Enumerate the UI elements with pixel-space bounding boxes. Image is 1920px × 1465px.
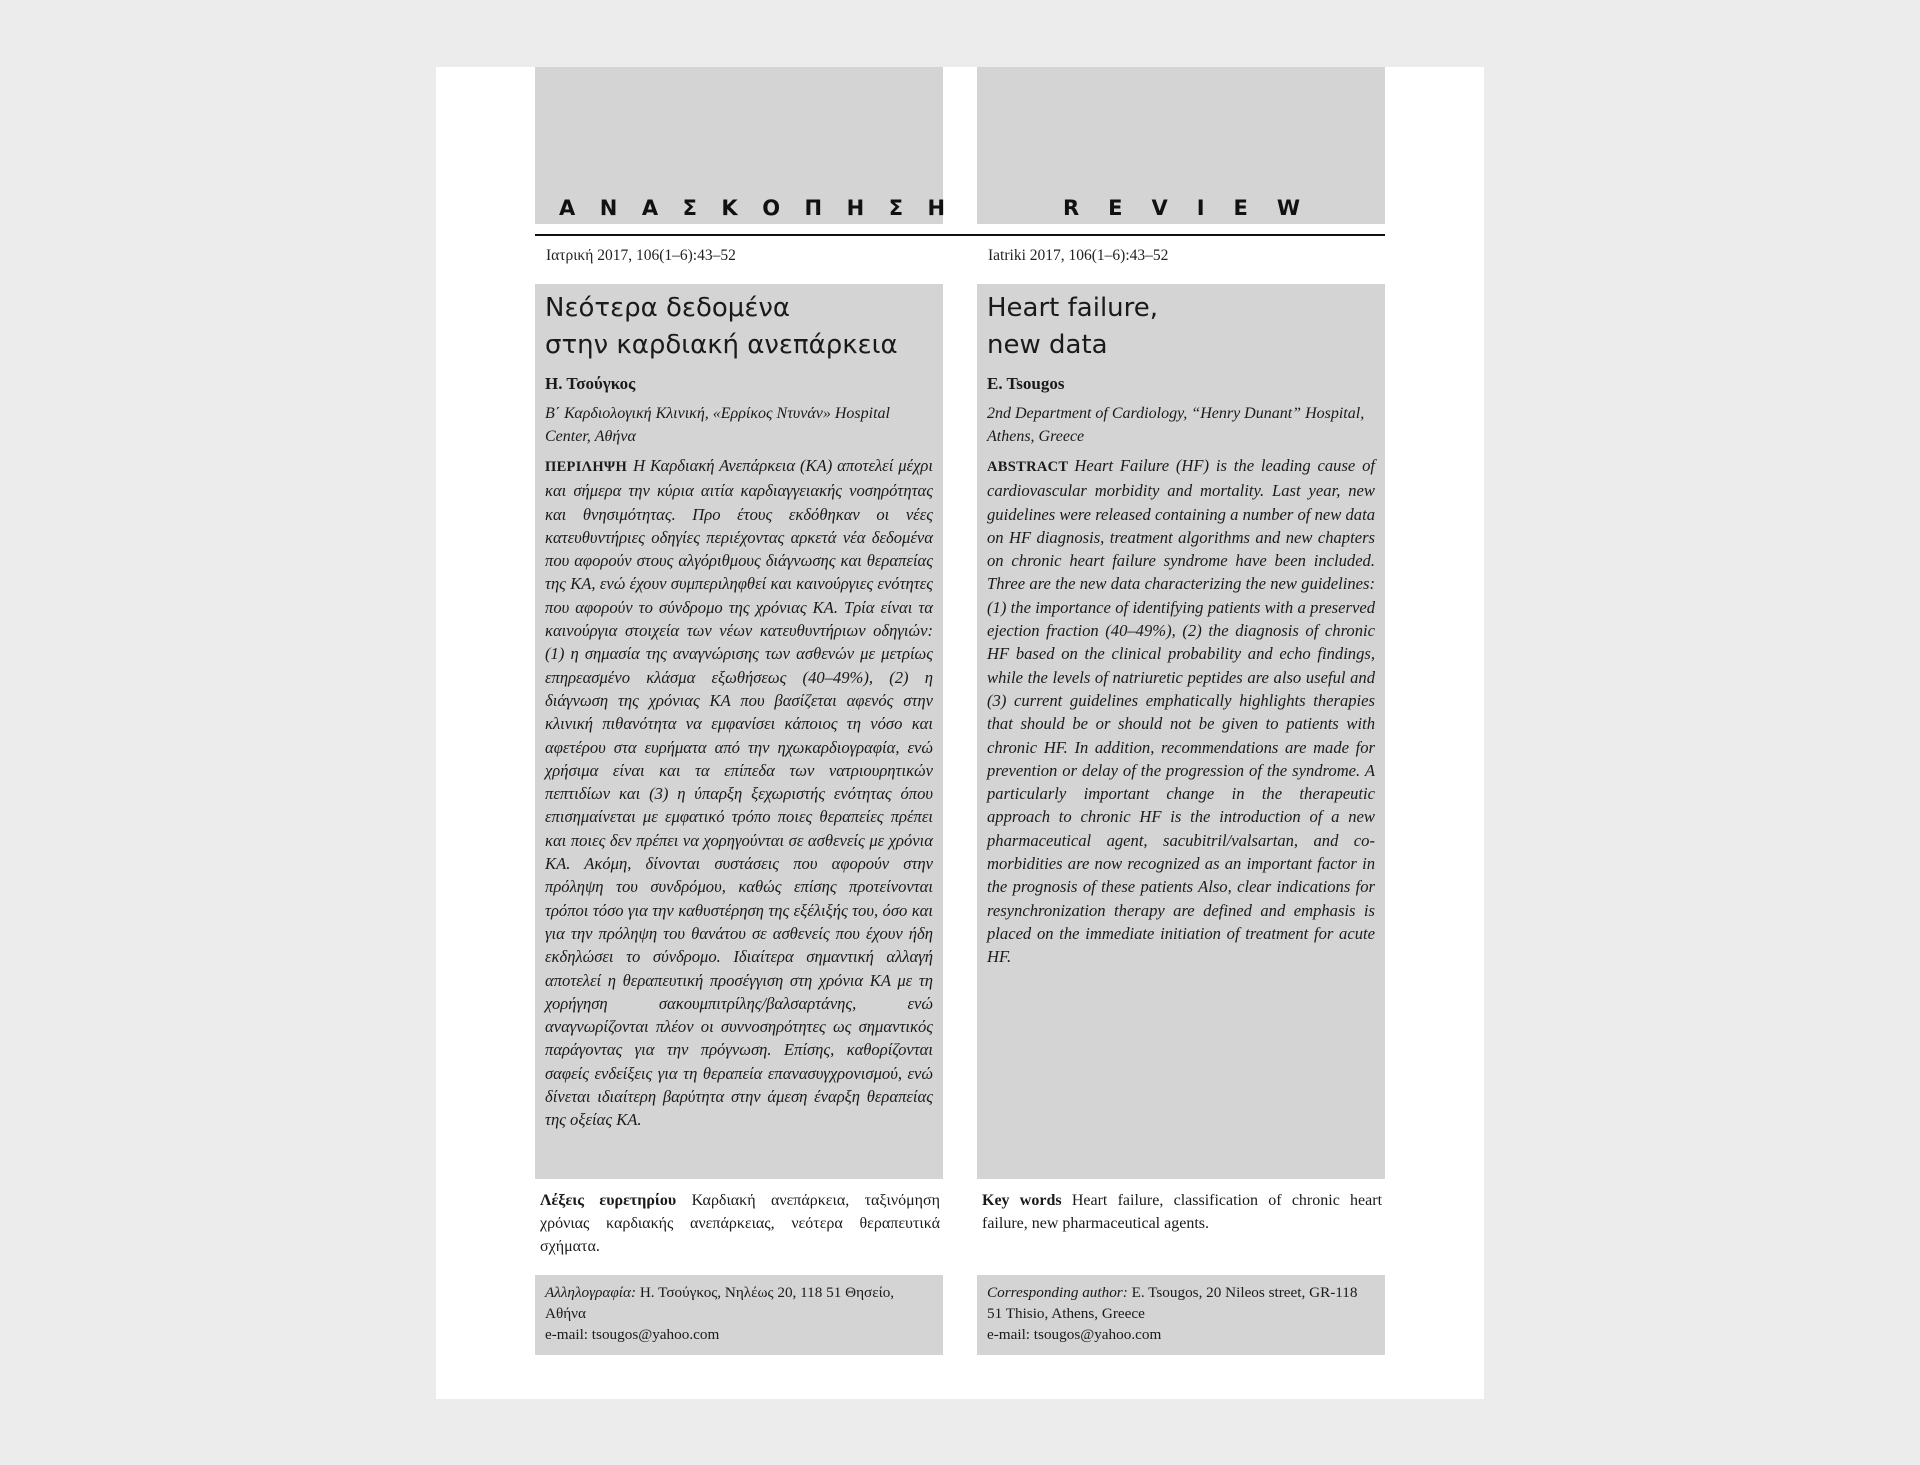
english-abstract-text: Heart Failure (HF) is the leading cause of cardiovascular morbidity and mortality. Last year, new guidelines were released containing a number of new data on HF diagnosis, treatment algorithms and new chapters on chronic heart failure syndrome have been included. Three are the new data characterizing the new guidelines: (1) the importance of identifying patients with a preserved ejection fraction (40–49%), (2) the diagnosis of chronic HF based on the clinical probability and echo findings, while the levels of natriuretic peptides are also useful and (3) current guidelines emphatically highlights therapies that should be or should not be given to patients with chronic HF. In addition, recommendations are made for prevention or delay of the progression of the syndrome. A particularly important change in the therapeutic approach to chronic HF is the introduction of a new pharmaceutical agent, sacubitril/valsartan, and co-morbidities are now recognized as an important factor in the prognosis of these patients Also, clear indications for resynchronization therapy are defined and emphasis is placed on the immediate initiation of treatment for acute HF. bbox=[987, 456, 1375, 967]
english-keywords bbox=[982, 1189, 1382, 1235]
english-correspondence-box bbox=[977, 1275, 1385, 1355]
greek-abstract bbox=[545, 454, 933, 1132]
greek-section-label: ΑΝΑΣΚΟΠΗΣΗ bbox=[559, 196, 970, 220]
english-title bbox=[987, 290, 1375, 364]
english-header-box bbox=[977, 67, 1385, 224]
greek-keywords-label: Λέξεις ευρετηρίου bbox=[540, 1192, 677, 1209]
greek-abstract-box bbox=[535, 284, 943, 1179]
english-abstract-label: ABSTRACT bbox=[987, 459, 1069, 475]
english-email: e-mail: tsougos@yahoo.com bbox=[987, 1326, 1162, 1343]
greek-correspondence-box bbox=[535, 1275, 943, 1355]
greek-title bbox=[545, 290, 933, 364]
header-rule bbox=[535, 234, 1385, 236]
greek-affiliation: Β΄ Καρδιολογική Κλινική, «Ερρίκος Ντυνάν» Hospital Center, Αθήνα bbox=[545, 405, 890, 445]
greek-citation: Ιατρική 2017, 106(1–6):43–52 bbox=[546, 247, 736, 264]
english-title-line2: new data bbox=[987, 330, 1108, 360]
english-keywords-label: Key words bbox=[982, 1192, 1062, 1209]
greek-keywords-text: Καρδιακή ανεπάρκεια, ταξινόμηση χρόνιας καρδιακής ανεπάρκειας, νεότερα θεραπευτικά σχήματα. bbox=[540, 1192, 941, 1255]
english-correspondence-label: Corresponding author: bbox=[987, 1284, 1128, 1301]
greek-abstract-label: ΠΕΡΙΛΗΨΗ bbox=[545, 459, 628, 475]
english-affiliation: 2nd Department of Cardiology, “Henry Dunant” Hospital, Athens, Greece bbox=[987, 405, 1365, 445]
greek-correspondence-label: Αλληλογραφία: bbox=[545, 1284, 637, 1301]
english-citation: Iatriki 2017, 106(1–6):43–52 bbox=[988, 247, 1169, 264]
greek-author: Η. Τσούγκος bbox=[545, 374, 636, 393]
greek-keywords bbox=[540, 1189, 940, 1258]
english-section-label: REVIEW bbox=[1062, 196, 1330, 220]
journal-page bbox=[436, 67, 1484, 1399]
greek-email: e-mail: tsougos@yahoo.com bbox=[545, 1326, 720, 1343]
english-keywords-text: Heart failure, classification of chronic heart failure, new pharmaceutical agents. bbox=[982, 1192, 1383, 1232]
english-abstract bbox=[987, 454, 1375, 969]
greek-title-line2: στην καρδιακή ανεπάρκεια bbox=[545, 330, 898, 360]
greek-header-box bbox=[535, 67, 970, 224]
english-correspondence-text: E. Tsougos, 20 Nileos street, GR-118 51 Thisio, Athens, Greece bbox=[987, 1284, 1358, 1322]
english-abstract-box bbox=[977, 284, 1385, 1179]
english-author: E. Tsougos bbox=[987, 374, 1065, 393]
greek-title-line1: Νεότερα δεδομένα bbox=[545, 293, 791, 323]
greek-correspondence-text: Η. Τσούγκος, Νηλέως 20, 118 51 Θησείο, Αθήνα bbox=[545, 1284, 895, 1322]
greek-abstract-text: Η Καρδιακή Ανεπάρκεια (ΚΑ) αποτελεί μέχρι και σήμερα την κύρια αιτία καρδιαγγειακής νοσηρότητας και θνησιμότητας. Προ έτους εκδόθηκαν οι νέες κατευθυντήριες οδηγίες περιέχοντας αρκετά νέα δεδομένα που αφορούν στους αλγόριθμους διάγνωσης και θεραπείας της ΚΑ, ενώ έχουν συμπεριληφθεί και καινούργιες ενότητες που αφορούν το σύνδρομο της χρόνιας ΚΑ. Τρία είναι τα καινούργια στοιχεία των νέων κατευθυντήριων οδηγιών: (1) η σημασία της αναγνώρισης των ασθενών με μετρίως επηρεασμένο κλάσμα εξωθήσεως (40–49%), (2) η διάγνωση της χρόνιας ΚΑ που βασίζεται αφενός στην κλινική πιθανότητα να εμφανίσει κάποιος τη νόσο και αφετέρου στα ευρήματα από την ηχωκαρδιογραφία, ενώ χρήσιμα είναι και τα επίπεδα των νατριουρητικών πεπτιδίων και (3) η ύπαρξη ξεχωριστής ενότητας όπου επισημαίνεται με εμφατικό τρόπο ποιες θεραπείες πρέπει και ποιες δεν πρέπει να χορηγούνται σε ασθενείς με χρόνια ΚΑ. Ακόμη, δίνονται συστάσεις που αφορούν στην πρόληψη του συνδρόμου, καθώς επίσης προτείνονται τρόποι τόσο για την καθυστέρηση της εξέλιξής του, όσο και για την πρόληψη του θανάτου σε ασθενείς που έχουν ήδη εκδηλώσει το σύνδρομο. Ιδιαίτερα σημαντική αλλαγή αποτελεί η θεραπευτική προσέγγιση στη χρόνια ΚΑ με τη χορήγηση σακουμπιτρίλης/βαλσαρτάνης, ενώ αναγνωρίζονται πλέον οι συννοσηρότητες ως σημαντικός παράγοντας για την πρόγνωση. Επίσης, καθορίζονται σαφείς ενδείξεις για τη θεραπεία επανασυγχρονισμού, ενώ δίνεται ιδιαίτερη βαρύτητα στην άμεση έναρξη θεραπείας της οξείας ΚΑ. bbox=[545, 456, 933, 1130]
english-title-line1: Heart failure, bbox=[987, 293, 1159, 323]
